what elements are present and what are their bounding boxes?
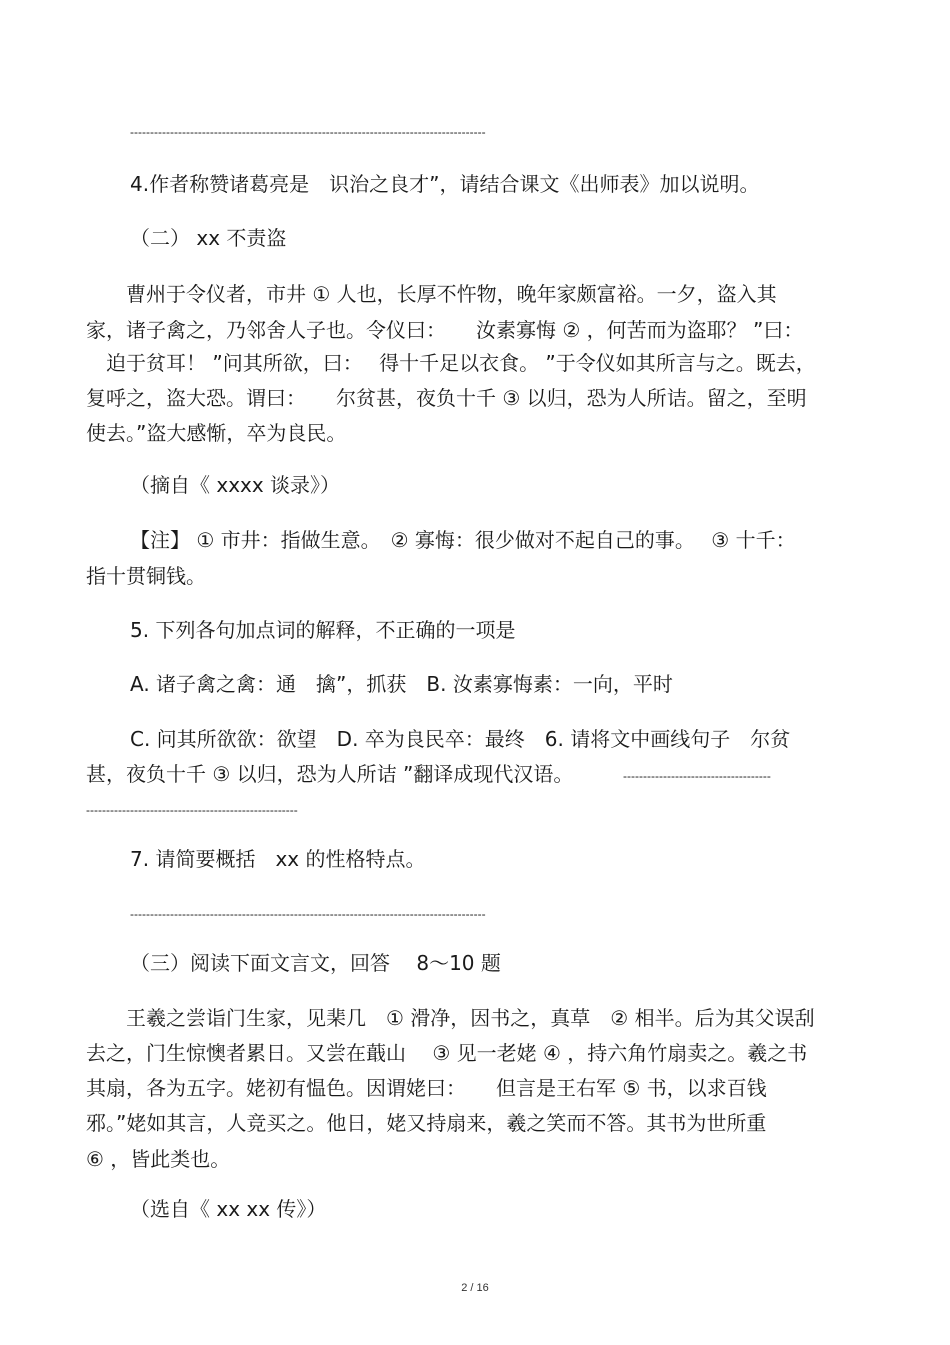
passage-3-line-4: 邪。”姥如其言，人竞买之。他日，姥又持扇来，羲之笑而不答。其书为世所重 (86, 1111, 767, 1135)
passage-3-line-3: 其扇，各为五字。姥初有愠色。因谓姥曰： 但言是王右军 ⑤ 书，以求百钱 (86, 1076, 767, 1100)
question-5-options-ab: A. 诸子禽之禽：通 擒”，抓获 B. 汝素寡悔素：一向，平时 (130, 672, 673, 696)
passage-2-line-2: 家，诸子禽之，乃邻舍人子也。令仪曰： 汝素寡悔 ② ，何苦而为盗耶？ ”曰： (86, 318, 804, 342)
answer-dash-continuation: ----------------------------------------------------- (86, 803, 298, 817)
notes-line-1: 【注】 ① 市井：指做生意。 ② 寡悔：很少做对不起自己的事。 ③ 十千： (130, 528, 796, 552)
answer-dash-line-2: ----------------------------------------------------------------------------------------- (130, 907, 486, 921)
question-7: 7. 请简要概括 xx 的性格特点。 (130, 847, 426, 871)
answer-dash-line: ----------------------------------------------------------------------------------------- (130, 125, 486, 139)
passage-3-line-1: 王羲之尝诣门生家，见棐几 ① 滑净，因书之，真草 ② 相半。后为其父误刮 (86, 1006, 815, 1030)
question-4: 4.作者称赞诸葛亮是 识治之良才”，请结合课文《出师表》加以说明。 (130, 172, 760, 196)
notes-line-2: 指十贯铜钱。 (86, 564, 206, 588)
section-3-title: （三）阅读下面文言文，回答 8～10 题 (130, 951, 501, 975)
question-5: 5. 下列各句加点词的解释，不正确的一项是 (130, 618, 516, 642)
question-6-line-2: 甚，夜负十千 ③ 以归，恐为人所诘 ”翻译成现代汉语。 (86, 762, 574, 786)
source-3: （选自《 xx xx 传》） (130, 1197, 327, 1221)
passage-2-line-4: 复呼之，盗大恐。谓曰： 尔贫甚，夜负十千 ③ 以归，恐为人所诘。留之，至明 (86, 386, 807, 410)
passage-2-line-5: 使去。”盗大感惭，卒为良民。 (86, 421, 347, 445)
passage-3-line-2: 去之，门生惊懊者累日。又尝在蕺山 ③ 见一老姥 ④ ，持六角竹扇卖之。羲之书 (86, 1041, 808, 1065)
section-2-title: （二） xx 不责盗 (130, 226, 287, 250)
passage-2-line-1: 曹州于令仪者，市井 ① 人也，长厚不忤物，晚年家颇富裕。一夕，盗入其 (86, 282, 777, 306)
page-number: 2 / 16 (461, 1282, 489, 1294)
passage-2-line-3: 迫于贫耳！ ”问其所欲，曰： 得十千足以衣食。 ”于令仪如其所言与之。既去， (86, 351, 816, 375)
source-2: （摘自《 xxxx 谈录》） (130, 473, 341, 497)
question-5-options-cd: C. 问其所欲欲：欲望 D. 卒为良民卒：最终 6. 请将文中画线句子 尔贫 (130, 727, 791, 751)
answer-dash-tail: ------------------------------------- (623, 769, 771, 783)
passage-3-line-5: ⑥ ，皆此类也。 (86, 1147, 231, 1171)
